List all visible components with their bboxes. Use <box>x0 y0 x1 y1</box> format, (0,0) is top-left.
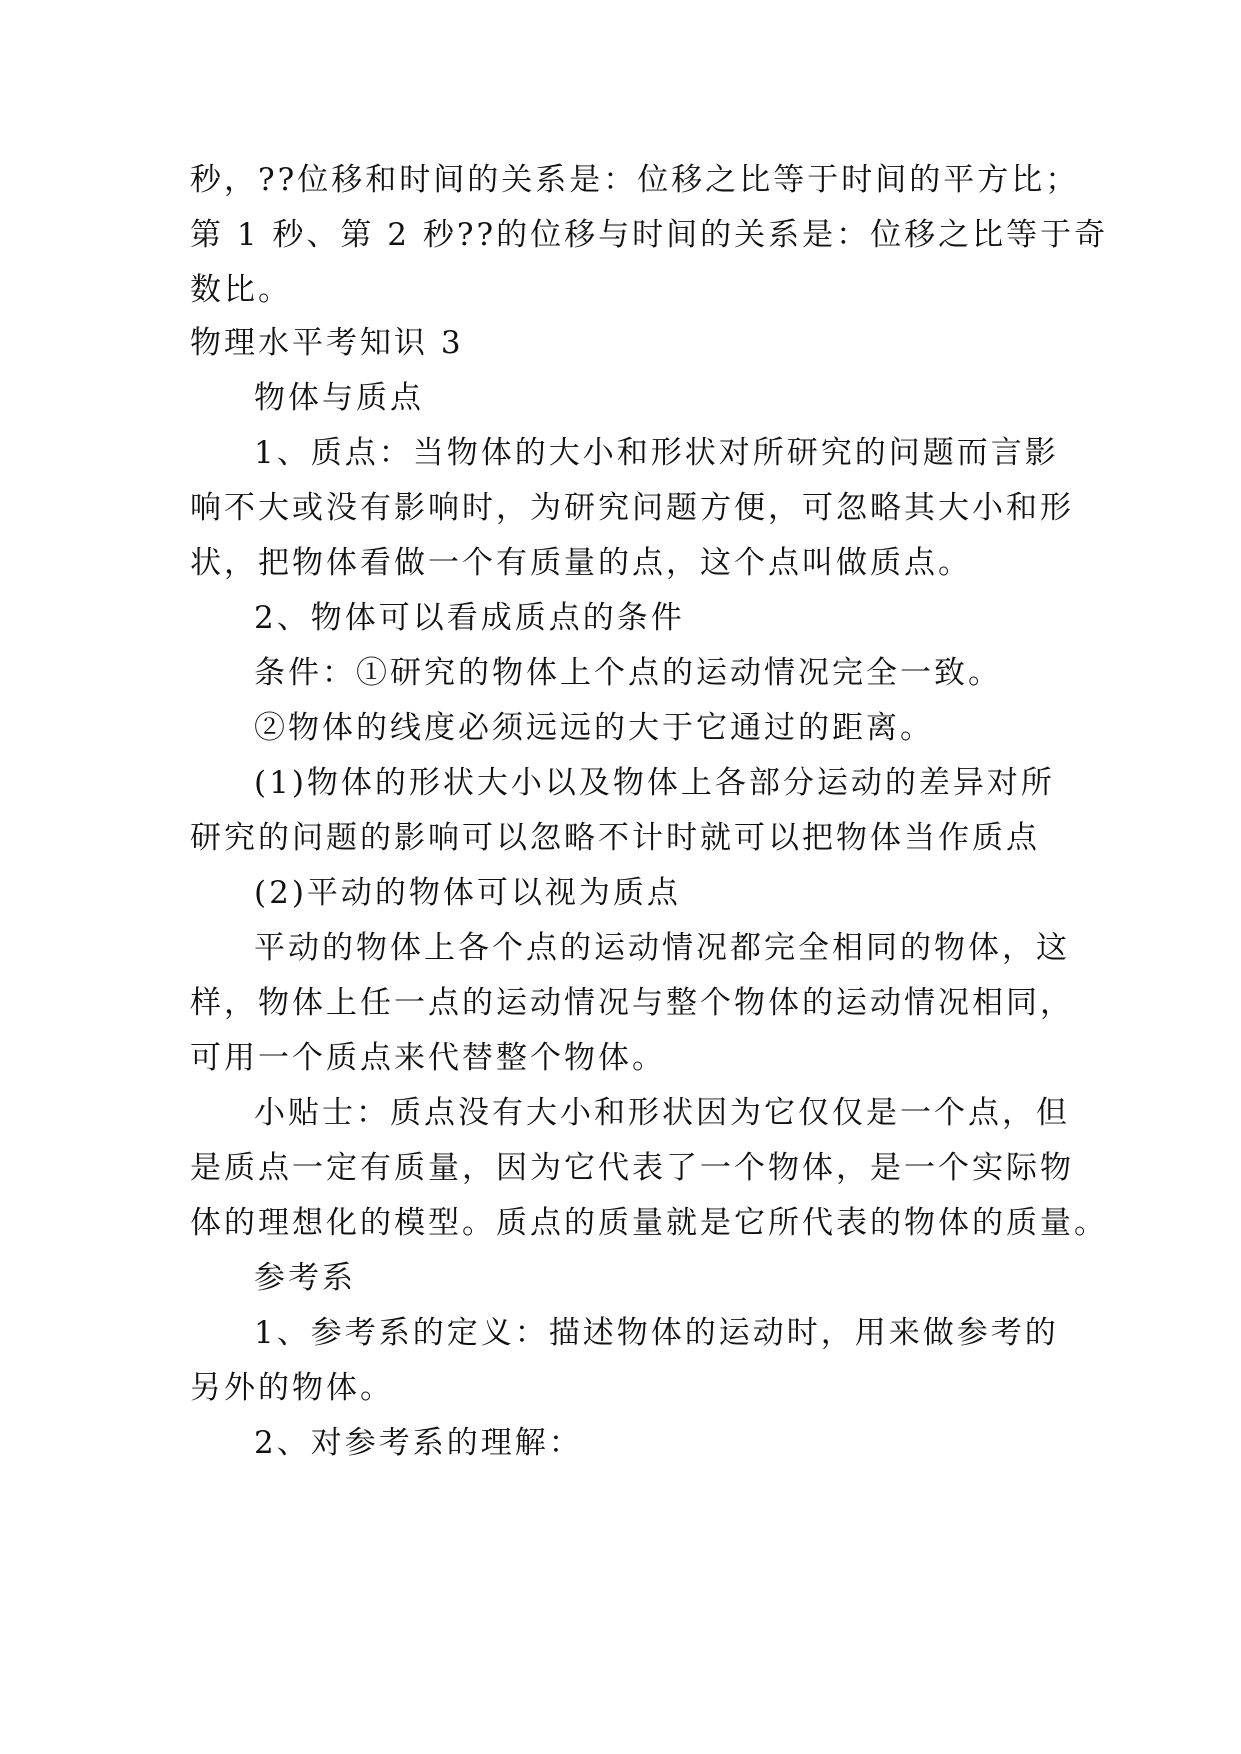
paragraph-line: 是质点一定有质量，因为它代表了一个物体，是一个实际物 <box>190 1150 1074 1186</box>
paragraph-line: 样，物体上任一点的运动情况与整个物体的运动情况相同， <box>190 985 1074 1021</box>
subsection-heading: 参考系 <box>254 1260 356 1296</box>
paragraph-line: ②物体的线度必须远远的大于它通过的距离。 <box>254 710 934 746</box>
paragraph-line: 响不大或没有影响时，为研究问题方便，可忽略其大小和形 <box>190 490 1074 526</box>
document-page <box>190 0 1109 1754</box>
paragraph-line: 条件：①研究的物体上个点的运动情况完全一致。 <box>254 655 1002 691</box>
paragraph-line: 状，把物体看做一个有质量的点，这个点叫做质点。 <box>190 545 972 581</box>
paragraph-line: 可用一个质点来代替整个物体。 <box>190 1040 666 1076</box>
paragraph-line: 2、对参考系的理解： <box>254 1425 583 1461</box>
paragraph-line: 1、质点：当物体的大小和形状对所研究的问题而言影 <box>254 435 1059 471</box>
paragraph-line: (1)物体的形状大小以及物体上各部分运动的差异对所 <box>254 765 1055 801</box>
subsection-heading: 物体与质点 <box>254 380 424 416</box>
paragraph-line: 第 1 秒、第 2 秒??的位移与时间的关系是：位移之比等于奇 <box>190 217 1109 253</box>
paragraph-line: 1、参考系的定义：描述物体的运动时，用来做参考的 <box>254 1315 1059 1351</box>
section-heading: 物理水平考知识 3 <box>190 325 464 361</box>
paragraph-line: 平动的物体上各个点的运动情况都完全相同的物体，这 <box>254 930 1070 966</box>
paragraph-line: (2)平动的物体可以视为质点 <box>254 875 681 911</box>
paragraph-line: 另外的物体。 <box>190 1370 394 1406</box>
paragraph-line: 秒，??位移和时间的关系是：位移之比等于时间的平方比； <box>190 162 1080 198</box>
paragraph-line: 2、物体可以看成质点的条件 <box>254 600 685 636</box>
paragraph-line: 小贴士：质点没有大小和形状因为它仅仅是一个点，但 <box>254 1095 1070 1131</box>
paragraph-line: 研究的问题的影响可以忽略不计时就可以把物体当作质点 <box>190 820 1040 856</box>
paragraph-line: 体的理想化的模型。质点的质量就是它所代表的物体的质量。 <box>190 1205 1108 1241</box>
paragraph-line: 数比。 <box>190 272 292 308</box>
